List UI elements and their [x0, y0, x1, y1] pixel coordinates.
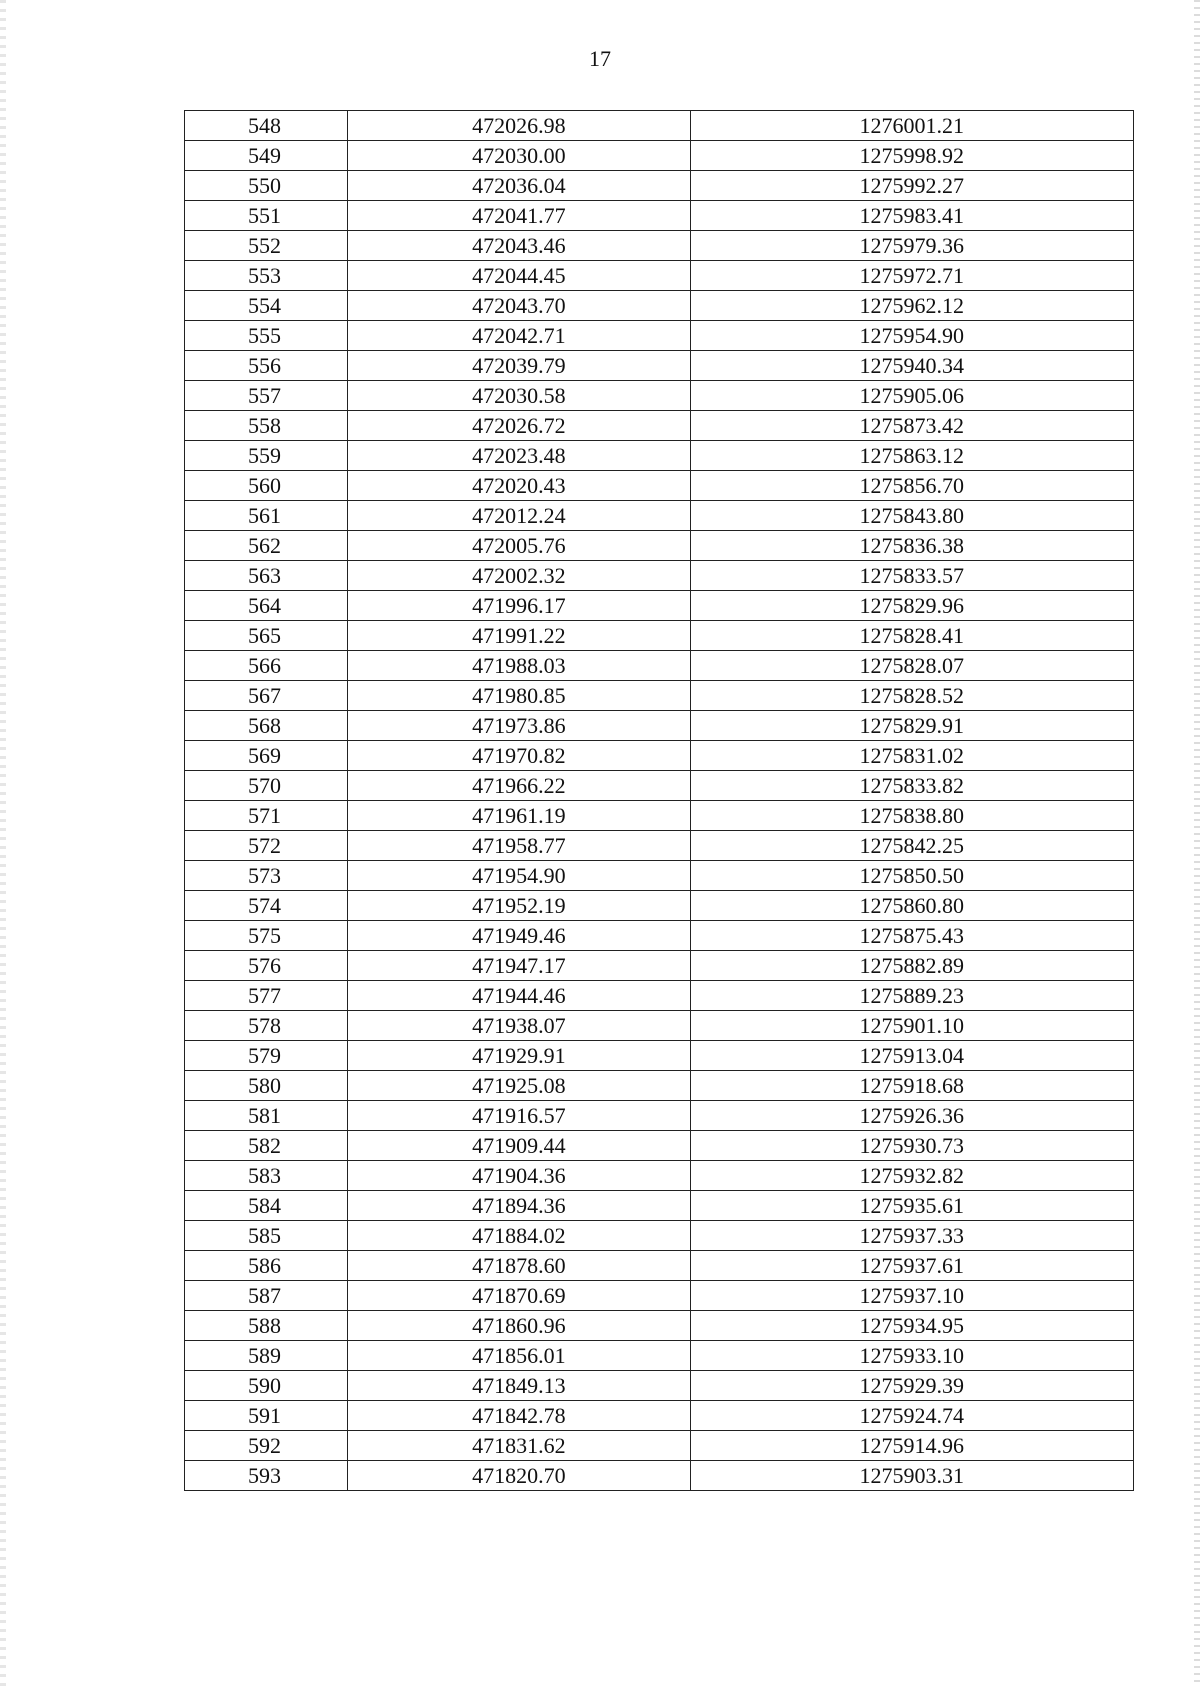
- y-coordinate-cell: 1275979.36: [690, 231, 1133, 261]
- y-coordinate-cell: 1275842.25: [690, 831, 1133, 861]
- point-number-cell: 549: [185, 141, 348, 171]
- y-coordinate-cell: 1275935.61: [690, 1191, 1133, 1221]
- point-number-cell: 568: [185, 711, 348, 741]
- x-coordinate-cell: 471988.03: [348, 651, 690, 681]
- table-row: [185, 501, 1134, 531]
- point-number-cell: 580: [185, 1071, 348, 1101]
- point-number-cell: 583: [185, 1161, 348, 1191]
- table-row: [185, 351, 1134, 381]
- point-number-cell: 559: [185, 441, 348, 471]
- point-number-cell: 553: [185, 261, 348, 291]
- point-number-cell: 589: [185, 1341, 348, 1371]
- y-coordinate-cell: 1275828.41: [690, 621, 1133, 651]
- table-row: [185, 471, 1134, 501]
- y-coordinate-cell: 1275972.71: [690, 261, 1133, 291]
- y-coordinate-cell: 1275937.61: [690, 1251, 1133, 1281]
- table-row: [185, 1431, 1134, 1461]
- x-coordinate-cell: 471961.19: [348, 801, 690, 831]
- x-coordinate-cell: 471966.22: [348, 771, 690, 801]
- point-number-cell: 548: [185, 111, 348, 141]
- table-row: [185, 231, 1134, 261]
- table-row: [185, 261, 1134, 291]
- point-number-cell: 578: [185, 1011, 348, 1041]
- x-coordinate-cell: 472026.98: [348, 111, 690, 141]
- x-coordinate-cell: 472030.00: [348, 141, 690, 171]
- y-coordinate-cell: 1275831.02: [690, 741, 1133, 771]
- point-number-cell: 572: [185, 831, 348, 861]
- point-number-cell: 593: [185, 1461, 348, 1491]
- table-row: [185, 771, 1134, 801]
- point-number-cell: 575: [185, 921, 348, 951]
- table-row: [185, 291, 1134, 321]
- coordinates-table: [184, 110, 1134, 1491]
- point-number-cell: 566: [185, 651, 348, 681]
- x-coordinate-cell: 471973.86: [348, 711, 690, 741]
- y-coordinate-cell: 1275929.39: [690, 1371, 1133, 1401]
- x-coordinate-cell: 471958.77: [348, 831, 690, 861]
- x-coordinate-cell: 471820.70: [348, 1461, 690, 1491]
- table-row: [185, 201, 1134, 231]
- y-coordinate-cell: 1275937.33: [690, 1221, 1133, 1251]
- table-row: [185, 801, 1134, 831]
- x-coordinate-cell: 472023.48: [348, 441, 690, 471]
- table-row: [185, 1311, 1134, 1341]
- x-coordinate-cell: 471909.44: [348, 1131, 690, 1161]
- point-number-cell: 552: [185, 231, 348, 261]
- table-row: [185, 1071, 1134, 1101]
- table-row: [185, 1011, 1134, 1041]
- point-number-cell: 550: [185, 171, 348, 201]
- table-row: [185, 741, 1134, 771]
- x-coordinate-cell: 471947.17: [348, 951, 690, 981]
- x-coordinate-cell: 472042.71: [348, 321, 690, 351]
- y-coordinate-cell: 1275829.96: [690, 591, 1133, 621]
- x-coordinate-cell: 471949.46: [348, 921, 690, 951]
- x-coordinate-cell: 472005.76: [348, 531, 690, 561]
- y-coordinate-cell: 1275828.07: [690, 651, 1133, 681]
- table-row: [185, 1371, 1134, 1401]
- table-row: [185, 111, 1134, 141]
- coordinates-table-body: [185, 111, 1134, 1491]
- point-number-cell: 561: [185, 501, 348, 531]
- point-number-cell: 551: [185, 201, 348, 231]
- x-coordinate-cell: 471996.17: [348, 591, 690, 621]
- x-coordinate-cell: 471884.02: [348, 1221, 690, 1251]
- point-number-cell: 564: [185, 591, 348, 621]
- x-coordinate-cell: 471980.85: [348, 681, 690, 711]
- point-number-cell: 579: [185, 1041, 348, 1071]
- y-coordinate-cell: 1275889.23: [690, 981, 1133, 1011]
- y-coordinate-cell: 1276001.21: [690, 111, 1133, 141]
- x-coordinate-cell: 472041.77: [348, 201, 690, 231]
- y-coordinate-cell: 1275932.82: [690, 1161, 1133, 1191]
- y-coordinate-cell: 1275836.38: [690, 531, 1133, 561]
- point-number-cell: 584: [185, 1191, 348, 1221]
- y-coordinate-cell: 1275983.41: [690, 201, 1133, 231]
- point-number-cell: 563: [185, 561, 348, 591]
- x-coordinate-cell: 472030.58: [348, 381, 690, 411]
- x-coordinate-cell: 471842.78: [348, 1401, 690, 1431]
- table-row: [185, 681, 1134, 711]
- y-coordinate-cell: 1275850.50: [690, 861, 1133, 891]
- point-number-cell: 577: [185, 981, 348, 1011]
- x-coordinate-cell: 471929.91: [348, 1041, 690, 1071]
- x-coordinate-cell: 472039.79: [348, 351, 690, 381]
- y-coordinate-cell: 1275873.42: [690, 411, 1133, 441]
- x-coordinate-cell: 471870.69: [348, 1281, 690, 1311]
- page-number: 17: [589, 46, 611, 71]
- x-coordinate-cell: 472020.43: [348, 471, 690, 501]
- table-row: [185, 1221, 1134, 1251]
- y-coordinate-cell: 1275882.89: [690, 951, 1133, 981]
- table-row: [185, 1401, 1134, 1431]
- y-coordinate-cell: 1275838.80: [690, 801, 1133, 831]
- point-number-cell: 591: [185, 1401, 348, 1431]
- table-row: [185, 981, 1134, 1011]
- point-number-cell: 555: [185, 321, 348, 351]
- y-coordinate-cell: 1275962.12: [690, 291, 1133, 321]
- y-coordinate-cell: 1275905.06: [690, 381, 1133, 411]
- table-row: [185, 1101, 1134, 1131]
- table-row: [185, 411, 1134, 441]
- x-coordinate-cell: 472044.45: [348, 261, 690, 291]
- x-coordinate-cell: 472036.04: [348, 171, 690, 201]
- table-row: [185, 591, 1134, 621]
- table-row: [185, 1041, 1134, 1071]
- x-coordinate-cell: 471970.82: [348, 741, 690, 771]
- table-row: [185, 1131, 1134, 1161]
- point-number-cell: 582: [185, 1131, 348, 1161]
- y-coordinate-cell: 1275992.27: [690, 171, 1133, 201]
- x-coordinate-cell: 471860.96: [348, 1311, 690, 1341]
- point-number-cell: 558: [185, 411, 348, 441]
- point-number-cell: 587: [185, 1281, 348, 1311]
- table-row: [185, 861, 1134, 891]
- scan-edge-left: [0, 0, 6, 1686]
- x-coordinate-cell: 471878.60: [348, 1251, 690, 1281]
- y-coordinate-cell: 1275914.96: [690, 1431, 1133, 1461]
- x-coordinate-cell: 471894.36: [348, 1191, 690, 1221]
- y-coordinate-cell: 1275937.10: [690, 1281, 1133, 1311]
- x-coordinate-cell: 471925.08: [348, 1071, 690, 1101]
- y-coordinate-cell: 1275829.91: [690, 711, 1133, 741]
- x-coordinate-cell: 472012.24: [348, 501, 690, 531]
- point-number-cell: 565: [185, 621, 348, 651]
- point-number-cell: 586: [185, 1251, 348, 1281]
- table-row: [185, 891, 1134, 921]
- point-number-cell: 576: [185, 951, 348, 981]
- y-coordinate-cell: 1275924.74: [690, 1401, 1133, 1431]
- table-row: [185, 441, 1134, 471]
- point-number-cell: 556: [185, 351, 348, 381]
- table-row: [185, 921, 1134, 951]
- y-coordinate-cell: 1275940.34: [690, 351, 1133, 381]
- point-number-cell: 581: [185, 1101, 348, 1131]
- y-coordinate-cell: 1275843.80: [690, 501, 1133, 531]
- table-row: [185, 711, 1134, 741]
- table-row: [185, 141, 1134, 171]
- point-number-cell: 560: [185, 471, 348, 501]
- y-coordinate-cell: 1275828.52: [690, 681, 1133, 711]
- table-row: [185, 531, 1134, 561]
- y-coordinate-cell: 1275903.31: [690, 1461, 1133, 1491]
- table-row: [185, 651, 1134, 681]
- y-coordinate-cell: 1275875.43: [690, 921, 1133, 951]
- table-row: [185, 1281, 1134, 1311]
- point-number-cell: 585: [185, 1221, 348, 1251]
- y-coordinate-cell: 1275901.10: [690, 1011, 1133, 1041]
- x-coordinate-cell: 471938.07: [348, 1011, 690, 1041]
- x-coordinate-cell: 471849.13: [348, 1371, 690, 1401]
- table-row: [185, 381, 1134, 411]
- point-number-cell: 562: [185, 531, 348, 561]
- x-coordinate-cell: 471916.57: [348, 1101, 690, 1131]
- table-row: [185, 831, 1134, 861]
- x-coordinate-cell: 471991.22: [348, 621, 690, 651]
- x-coordinate-cell: 471944.46: [348, 981, 690, 1011]
- table-row: [185, 951, 1134, 981]
- x-coordinate-cell: 472043.70: [348, 291, 690, 321]
- y-coordinate-cell: 1275856.70: [690, 471, 1133, 501]
- table-row: [185, 621, 1134, 651]
- point-number-cell: 570: [185, 771, 348, 801]
- table-row: [185, 1161, 1134, 1191]
- y-coordinate-cell: 1275863.12: [690, 441, 1133, 471]
- x-coordinate-cell: 471831.62: [348, 1431, 690, 1461]
- y-coordinate-cell: 1275833.57: [690, 561, 1133, 591]
- point-number-cell: 592: [185, 1431, 348, 1461]
- point-number-cell: 588: [185, 1311, 348, 1341]
- x-coordinate-cell: 472026.72: [348, 411, 690, 441]
- y-coordinate-cell: 1275860.80: [690, 891, 1133, 921]
- scan-edge-right: [1194, 0, 1200, 1686]
- y-coordinate-cell: 1275918.68: [690, 1071, 1133, 1101]
- y-coordinate-cell: 1275930.73: [690, 1131, 1133, 1161]
- table-row: [185, 171, 1134, 201]
- point-number-cell: 571: [185, 801, 348, 831]
- x-coordinate-cell: 471904.36: [348, 1161, 690, 1191]
- table-row: [185, 1461, 1134, 1491]
- table-row: [185, 1341, 1134, 1371]
- x-coordinate-cell: 472043.46: [348, 231, 690, 261]
- y-coordinate-cell: 1275998.92: [690, 141, 1133, 171]
- y-coordinate-cell: 1275934.95: [690, 1311, 1133, 1341]
- y-coordinate-cell: 1275913.04: [690, 1041, 1133, 1071]
- point-number-cell: 567: [185, 681, 348, 711]
- table-row: [185, 561, 1134, 591]
- point-number-cell: 569: [185, 741, 348, 771]
- point-number-cell: 557: [185, 381, 348, 411]
- y-coordinate-cell: 1275833.82: [690, 771, 1133, 801]
- x-coordinate-cell: 471954.90: [348, 861, 690, 891]
- point-number-cell: 554: [185, 291, 348, 321]
- y-coordinate-cell: 1275954.90: [690, 321, 1133, 351]
- table-row: [185, 1251, 1134, 1281]
- x-coordinate-cell: 471952.19: [348, 891, 690, 921]
- y-coordinate-cell: 1275926.36: [690, 1101, 1133, 1131]
- y-coordinate-cell: 1275933.10: [690, 1341, 1133, 1371]
- table-row: [185, 321, 1134, 351]
- point-number-cell: 573: [185, 861, 348, 891]
- table-row: [185, 1191, 1134, 1221]
- point-number-cell: 590: [185, 1371, 348, 1401]
- x-coordinate-cell: 471856.01: [348, 1341, 690, 1371]
- point-number-cell: 574: [185, 891, 348, 921]
- x-coordinate-cell: 472002.32: [348, 561, 690, 591]
